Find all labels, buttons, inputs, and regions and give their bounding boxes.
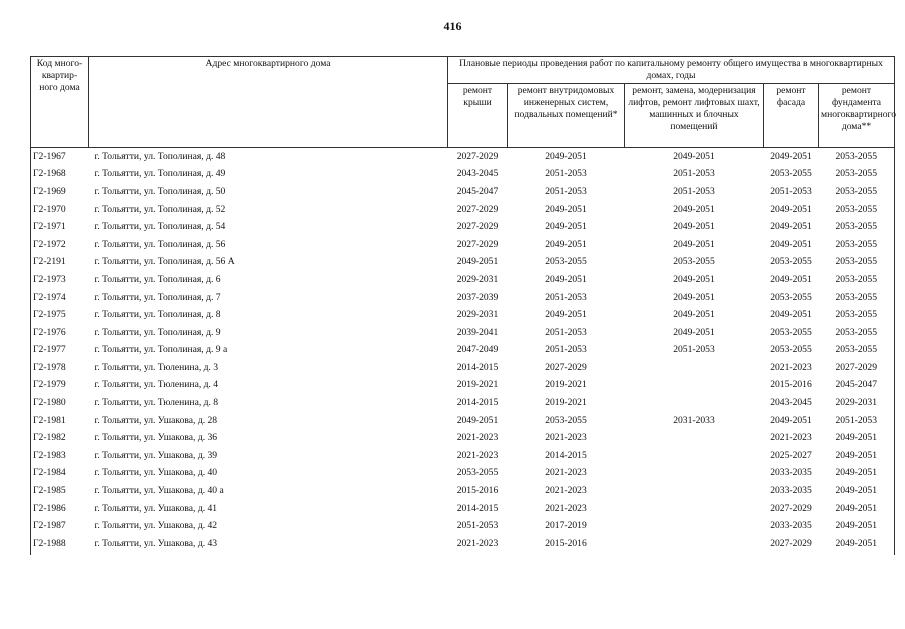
address-cell: г. Тольятти, ул. Ушакова, д. 42 <box>94 520 218 532</box>
foundation-cell: 2053-2055 <box>819 342 895 360</box>
roof-cell: 2015-2016 <box>456 485 499 497</box>
code-cell: Г2-1970 <box>31 201 89 219</box>
roof-cell: 2014-2015 <box>456 502 499 514</box>
facade-cell: 2053-2055 <box>770 168 812 180</box>
header-periods: Плановые периоды проведения работ по капитальному ремонту общего имущества в многоквартирных домах, годы <box>448 57 895 84</box>
address-cell: г. Тольятти, ул. Тополиная, д. 9 <box>94 326 221 338</box>
facade-cell: 2015-2016 <box>770 379 812 391</box>
table-row <box>31 271 895 289</box>
code-cell: Г2-1971 <box>31 218 89 236</box>
address-cell: г. Тольятти, ул. Тополиная, д. 48 <box>94 150 226 162</box>
code-cell: Г2-1977 <box>31 342 89 360</box>
table-row <box>31 359 895 377</box>
code-cell: Г2-1981 <box>31 412 89 430</box>
code-cell: Г2-1985 <box>31 482 89 500</box>
roof-cell: 2029-2031 <box>456 273 499 285</box>
elevators-cell: 2049-2051 <box>673 238 715 250</box>
systems-cell: 2049-2051 <box>545 238 587 250</box>
elevators-cell: 2049-2051 <box>673 150 715 162</box>
foundation-cell: 2049-2051 <box>819 535 895 555</box>
code-cell: Г2-1973 <box>31 271 89 289</box>
roof-cell: 2027-2029 <box>456 203 499 215</box>
address-cell: г. Тольятти, ул. Ушакова, д. 41 <box>94 502 218 514</box>
systems-cell: 2051-2053 <box>545 326 587 338</box>
facade-cell: 2021-2023 <box>770 361 812 373</box>
foundation-cell: 2053-2055 <box>819 324 895 342</box>
table-row <box>31 394 895 412</box>
roof-cell: 2051-2053 <box>456 520 499 532</box>
roof-cell: 2014-2015 <box>456 361 499 373</box>
facade-cell: 2053-2055 <box>770 344 812 356</box>
code-cell: Г2-2191 <box>31 254 89 272</box>
facade-cell: 2025-2027 <box>770 449 812 461</box>
table-row <box>31 306 895 324</box>
elevators-cell <box>625 447 764 465</box>
systems-cell: 2049-2051 <box>545 273 587 285</box>
systems-cell: 2049-2051 <box>545 221 587 233</box>
elevators-cell <box>625 377 764 395</box>
address-cell: г. Тольятти, ул. Ушакова, д. 28 <box>94 414 218 426</box>
header-elevators: ремонт, замена, модернизация лифтов, ремонт лифтовых шахт, машинных и блочных помещений <box>625 83 764 147</box>
foundation-cell: 2049-2051 <box>819 500 895 518</box>
table-row <box>31 289 895 307</box>
foundation-cell: 2053-2055 <box>819 166 895 184</box>
facade-cell: 2049-2051 <box>770 238 812 250</box>
roof-cell: 2053-2055 <box>456 467 499 479</box>
foundation-cell: 2045-2047 <box>819 377 895 395</box>
systems-cell: 2017-2019 <box>545 520 587 532</box>
address-cell: г. Тольятти, ул. Тополиная, д. 6 <box>94 273 221 285</box>
elevators-cell: 2031-2033 <box>673 414 715 426</box>
systems-cell: 2051-2053 <box>545 168 587 180</box>
systems-cell: 2053-2055 <box>545 414 587 426</box>
address-cell: г. Тольятти, ул. Тополиная, д. 49 <box>94 168 226 180</box>
address-cell: г. Тольятти, ул. Тополиная, д. 9 а <box>94 344 228 356</box>
roof-cell: 2047-2049 <box>456 344 499 356</box>
facade-cell: 2027-2029 <box>770 502 812 514</box>
systems-cell: 2051-2053 <box>545 344 587 356</box>
roof-cell: 2027-2029 <box>456 238 499 250</box>
repair-schedule-table <box>30 56 895 555</box>
foundation-cell: 2049-2051 <box>819 465 895 483</box>
foundation-cell: 2053-2055 <box>819 218 895 236</box>
elevators-cell <box>625 359 764 377</box>
table-row <box>31 201 895 219</box>
code-cell: Г2-1978 <box>31 359 89 377</box>
code-cell: Г2-1986 <box>31 500 89 518</box>
facade-cell: 2033-2035 <box>770 467 812 479</box>
header-facade: ремонт фасада <box>764 83 819 147</box>
roof-cell: 2021-2023 <box>456 432 499 444</box>
header-code: Код много-квартир-ного дома <box>31 57 89 148</box>
code-cell: Г2-1975 <box>31 306 89 324</box>
table-row <box>31 500 895 518</box>
elevators-cell: 2051-2053 <box>673 185 715 197</box>
address-cell: г. Тольятти, ул. Тюленина, д. 8 <box>94 397 219 409</box>
roof-cell: 2045-2047 <box>456 185 499 197</box>
code-cell: Г2-1983 <box>31 447 89 465</box>
facade-cell: 2049-2051 <box>770 273 812 285</box>
address-cell: г. Тольятти, ул. Тополиная, д. 54 <box>94 221 226 233</box>
address-cell: г. Тольятти, ул. Ушакова, д. 43 <box>94 537 218 549</box>
elevators-cell: 2049-2051 <box>673 203 715 215</box>
roof-cell: 2049-2051 <box>456 256 499 268</box>
table-row <box>31 517 895 535</box>
roof-cell: 2021-2023 <box>456 449 499 461</box>
foundation-cell: 2053-2055 <box>819 236 895 254</box>
systems-cell: 2051-2053 <box>545 291 587 303</box>
foundation-cell: 2053-2055 <box>819 289 895 307</box>
systems-cell: 2019-2021 <box>545 397 587 409</box>
code-cell: Г2-1969 <box>31 183 89 201</box>
facade-cell: 2043-2045 <box>770 397 812 409</box>
elevators-cell: 2049-2051 <box>673 221 715 233</box>
roof-cell: 2019-2021 <box>456 379 499 391</box>
facade-cell: 2033-2035 <box>770 520 812 532</box>
roof-cell: 2037-2039 <box>456 291 499 303</box>
address-cell: г. Тольятти, ул. Ушакова, д. 39 <box>94 449 218 461</box>
table-row <box>31 342 895 360</box>
elevators-cell <box>625 517 764 535</box>
header-roof: ремонт крыши <box>448 83 508 147</box>
foundation-cell: 2049-2051 <box>819 447 895 465</box>
address-cell: г. Тольятти, ул. Тополиная, д. 52 <box>94 203 226 215</box>
address-cell: г. Тольятти, ул. Ушакова, д. 40 <box>94 467 218 479</box>
elevators-cell: 2049-2051 <box>673 291 715 303</box>
table-row <box>31 236 895 254</box>
systems-cell: 2049-2051 <box>545 150 587 162</box>
facade-cell: 2049-2051 <box>770 221 812 233</box>
elevators-cell: 2049-2051 <box>673 326 715 338</box>
elevators-cell: 2051-2053 <box>673 168 715 180</box>
facade-cell: 2027-2029 <box>770 537 812 549</box>
address-cell: г. Тольятти, ул. Тополиная, д. 50 <box>94 185 226 197</box>
code-cell: Г2-1982 <box>31 429 89 447</box>
facade-cell: 2049-2051 <box>770 150 812 162</box>
roof-cell: 2043-2045 <box>456 168 499 180</box>
table-row <box>31 412 895 430</box>
roof-cell: 2049-2051 <box>456 414 499 426</box>
table-body <box>31 147 895 554</box>
roof-cell: 2021-2023 <box>456 537 499 549</box>
code-cell: Г2-1984 <box>31 465 89 483</box>
code-cell: Г2-1968 <box>31 166 89 184</box>
facade-cell: 2053-2055 <box>770 291 812 303</box>
elevators-cell <box>625 394 764 412</box>
foundation-cell: 2053-2055 <box>819 271 895 289</box>
table-row <box>31 535 895 555</box>
table-row <box>31 218 895 236</box>
address-cell: г. Тольятти, ул. Ушакова, д. 40 а <box>94 485 224 497</box>
facade-cell: 2049-2051 <box>770 203 812 215</box>
elevators-cell: 2049-2051 <box>673 273 715 285</box>
foundation-cell: 2049-2051 <box>819 429 895 447</box>
roof-cell: 2014-2015 <box>456 397 499 409</box>
systems-cell: 2019-2021 <box>545 379 587 391</box>
facade-cell: 2049-2051 <box>770 414 812 426</box>
table-row <box>31 324 895 342</box>
foundation-cell: 2049-2051 <box>819 482 895 500</box>
header-row-1 <box>31 57 895 84</box>
foundation-cell: 2027-2029 <box>819 359 895 377</box>
table-row <box>31 147 895 165</box>
table-row <box>31 482 895 500</box>
header-systems: ремонт внутридомовых инженерных систем, подвальных помещений* <box>508 83 625 147</box>
address-cell: г. Тольятти, ул. Тюленина, д. 4 <box>94 379 219 391</box>
systems-cell: 2051-2053 <box>545 185 587 197</box>
systems-cell: 2049-2051 <box>545 309 587 321</box>
roof-cell: 2027-2029 <box>456 150 499 162</box>
roof-cell: 2039-2041 <box>456 326 499 338</box>
foundation-cell: 2053-2055 <box>819 306 895 324</box>
systems-cell: 2027-2029 <box>545 361 587 373</box>
code-cell: Г2-1979 <box>31 377 89 395</box>
code-cell: Г2-1972 <box>31 236 89 254</box>
elevators-cell <box>625 500 764 518</box>
elevators-cell <box>625 465 764 483</box>
elevators-cell: 2053-2055 <box>673 256 715 268</box>
foundation-cell: 2053-2055 <box>819 201 895 219</box>
foundation-cell: 2051-2053 <box>819 412 895 430</box>
address-cell: г. Тольятти, ул. Тополиная, д. 56 А <box>94 256 235 268</box>
address-cell: г. Тольятти, ул. Ушакова, д. 36 <box>94 432 218 444</box>
systems-cell: 2014-2015 <box>545 449 587 461</box>
table-row <box>31 254 895 272</box>
facade-cell: 2021-2023 <box>770 432 812 444</box>
foundation-cell: 2053-2055 <box>819 147 895 165</box>
header-foundation: ремонт фундамента многоквартирного дома** <box>819 83 895 147</box>
elevators-cell <box>625 482 764 500</box>
code-cell: Г2-1988 <box>31 535 89 555</box>
table-row <box>31 447 895 465</box>
facade-cell: 2033-2035 <box>770 485 812 497</box>
systems-cell: 2021-2023 <box>545 502 587 514</box>
facade-cell: 2051-2053 <box>770 185 812 197</box>
address-cell: г. Тольятти, ул. Тополиная, д. 7 <box>94 291 221 303</box>
foundation-cell: 2053-2055 <box>819 254 895 272</box>
table-row <box>31 377 895 395</box>
code-cell: Г2-1980 <box>31 394 89 412</box>
systems-cell: 2053-2055 <box>545 256 587 268</box>
address-cell: г. Тольятти, ул. Тюленина, д. 3 <box>94 361 219 373</box>
facade-cell: 2053-2055 <box>770 326 812 338</box>
roof-cell: 2027-2029 <box>456 221 499 233</box>
foundation-cell: 2049-2051 <box>819 517 895 535</box>
elevators-cell: 2051-2053 <box>673 344 715 356</box>
address-cell: г. Тольятти, ул. Тополиная, д. 56 <box>94 238 226 250</box>
elevators-cell: 2049-2051 <box>673 309 715 321</box>
systems-cell: 2021-2023 <box>545 485 587 497</box>
foundation-cell: 2029-2031 <box>819 394 895 412</box>
elevators-cell <box>625 429 764 447</box>
table-row <box>31 429 895 447</box>
systems-cell: 2015-2016 <box>545 537 587 549</box>
code-cell: Г2-1976 <box>31 324 89 342</box>
facade-cell: 2049-2051 <box>770 309 812 321</box>
facade-cell: 2053-2055 <box>770 256 812 268</box>
systems-cell: 2021-2023 <box>545 467 587 479</box>
page-number: 416 <box>443 19 462 33</box>
systems-cell: 2049-2051 <box>545 203 587 215</box>
table-row <box>31 183 895 201</box>
table-row <box>31 465 895 483</box>
elevators-cell <box>625 535 764 555</box>
table-row <box>31 166 895 184</box>
code-cell: Г2-1967 <box>31 147 89 165</box>
foundation-cell: 2053-2055 <box>819 183 895 201</box>
code-cell: Г2-1987 <box>31 517 89 535</box>
header-address: Адрес многоквартирного дома <box>89 57 448 148</box>
systems-cell: 2021-2023 <box>545 432 587 444</box>
address-cell: г. Тольятти, ул. Тополиная, д. 8 <box>94 309 221 321</box>
roof-cell: 2029-2031 <box>456 309 499 321</box>
code-cell: Г2-1974 <box>31 289 89 307</box>
